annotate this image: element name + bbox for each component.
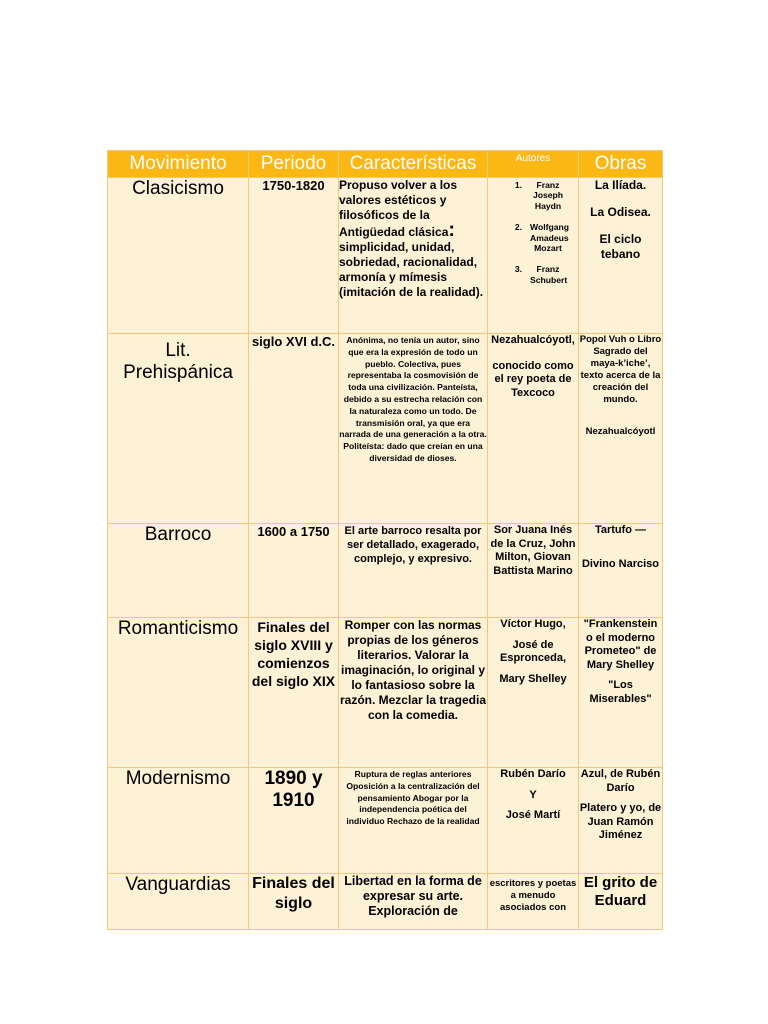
obras-cell: El grito de Eduard — [579, 874, 663, 930]
obra-item: Platero y yo, de Juan Ramón Jiménez — [579, 802, 662, 841]
movimiento-cell: Barroco — [108, 524, 249, 618]
periodo-cell: siglo XVI d.C. — [249, 334, 339, 524]
autor-item: Mary Shelley — [499, 672, 567, 685]
obras-cell — [579, 768, 663, 874]
list-item: 3. Franz Schubert — [514, 264, 568, 285]
periodo-cell: Finales del siglo — [249, 874, 339, 930]
movimiento-cell: Romanticismo — [108, 618, 249, 768]
literature-table — [107, 150, 663, 930]
caracteristicas-text: Propuso volver a los valores estéticos y filosóficos de la Antigüedad clásica — [339, 178, 458, 239]
table-row — [108, 618, 663, 768]
autor-item: José de Espronceda, — [499, 638, 567, 664]
caracteristicas-cell: Anónima, no tenía un autor, sino que era la expresión de todo un pueblo. Colectiva, pues representaba la cosmovisión de toda una civilización. Panteísta, debido a su estrecha relación con la naturaleza como un todo. De transmisión oral, ya que era narrada de una generación a la otra. Politeísta: dado que creían en una diversidad de dioses. — [339, 334, 488, 524]
obra-item: Popol Vuh o Libro Sagrado del maya-k’iche’, texto acerca de la creación del mundo. — [579, 334, 662, 405]
autor-item: Y — [529, 788, 537, 801]
movimiento-cell: Vanguardias — [108, 874, 249, 930]
autores-cell: Sor Juana Inés de la Cruz, John Milton, Giovan Battista Marino — [488, 524, 579, 618]
movimiento-cell: Clasicismo — [108, 178, 249, 334]
autores-cell: escritores y poetas a menudo asociados con — [488, 874, 579, 930]
obras-cell — [579, 618, 663, 768]
autor-item: conocido como el rey poeta de Texcoco — [492, 359, 574, 399]
obras-cell — [579, 178, 663, 334]
obra-item: "Frankenstein o el moderno Prometeo" de Mary Shelley — [583, 618, 658, 671]
obra-item: Azul, de Rubén Darío — [580, 768, 661, 794]
autor-item: Rubén Darío — [500, 768, 566, 780]
autores-cell — [488, 768, 579, 874]
movimiento-cell: Lit. Prehispánica — [108, 334, 249, 524]
autor-item: José Martí — [505, 809, 561, 821]
obra-item: Nezahualcóyotl — [585, 426, 656, 437]
table-row — [108, 768, 663, 874]
autor-item: Víctor Hugo, — [500, 618, 566, 630]
list-item: 1. Franz Joseph Haydn — [514, 180, 564, 211]
obra-item: Divino Narciso — [581, 557, 660, 570]
caracteristicas-text: simplicidad, unidad, sobriedad, racionalidad, armonía y mímesis (imitación de la realidad). — [339, 240, 484, 299]
periodo-cell: 1890 y 1910 — [249, 768, 339, 874]
caracteristicas-cell: Ruptura de reglas anteriores Oposición a la centralización del pensamiento Abogar por la independencia poética del individuo Rechazo de la realidad — [339, 768, 488, 874]
header-obras: Obras — [579, 151, 663, 178]
table-row — [108, 524, 663, 618]
caracteristicas-colon: : — [448, 219, 456, 241]
obra-item: La Ilíada. — [594, 178, 647, 192]
composer-list — [488, 178, 578, 285]
obras-cell — [579, 334, 663, 524]
obra-item: "Los Miserables" — [589, 679, 652, 705]
list-item: 2. Wolfgang Amadeus Mozart — [514, 222, 569, 254]
table-row — [108, 334, 663, 524]
header-caracteristicas: Características — [339, 151, 488, 178]
periodo-cell: Finales del siglo XVIII y comienzos del siglo XIX — [249, 618, 339, 768]
periodo-cell: 1750-1820 — [249, 178, 339, 334]
header-movimiento: Movimiento — [108, 151, 249, 178]
autores-cell — [488, 178, 579, 334]
autor-item: Nezahualcóyotl, — [491, 334, 575, 346]
obra-item: El ciclo tebano — [599, 232, 642, 261]
caracteristicas-cell: Romper con las normas propias de los géneros literarios. Valorar la imaginación, lo original y lo fantasioso sobre la razón. Mezclar la tragedia con la comedia. — [339, 618, 488, 768]
obra-item: La Odisea. — [590, 205, 651, 219]
caracteristicas-cell: El arte barroco resalta por ser detallado, exagerado, complejo, y expresivo. — [339, 524, 488, 618]
periodo-cell: 1600 a 1750 — [249, 524, 339, 618]
obra-item: Tartufo — — [594, 524, 647, 536]
obras-cell — [579, 524, 663, 618]
header-periodo: Periodo — [249, 151, 339, 178]
header-row — [108, 151, 663, 178]
table-row — [108, 178, 663, 334]
header-autores: Autores — [488, 151, 579, 178]
table-row — [108, 874, 663, 930]
movimiento-cell: Modernismo — [108, 768, 249, 874]
caracteristicas-cell — [339, 178, 488, 334]
autores-cell — [488, 618, 579, 768]
autores-cell — [488, 334, 579, 524]
caracteristicas-cell: Libertad en la forma de expresar su arte. Exploración de — [339, 874, 488, 930]
